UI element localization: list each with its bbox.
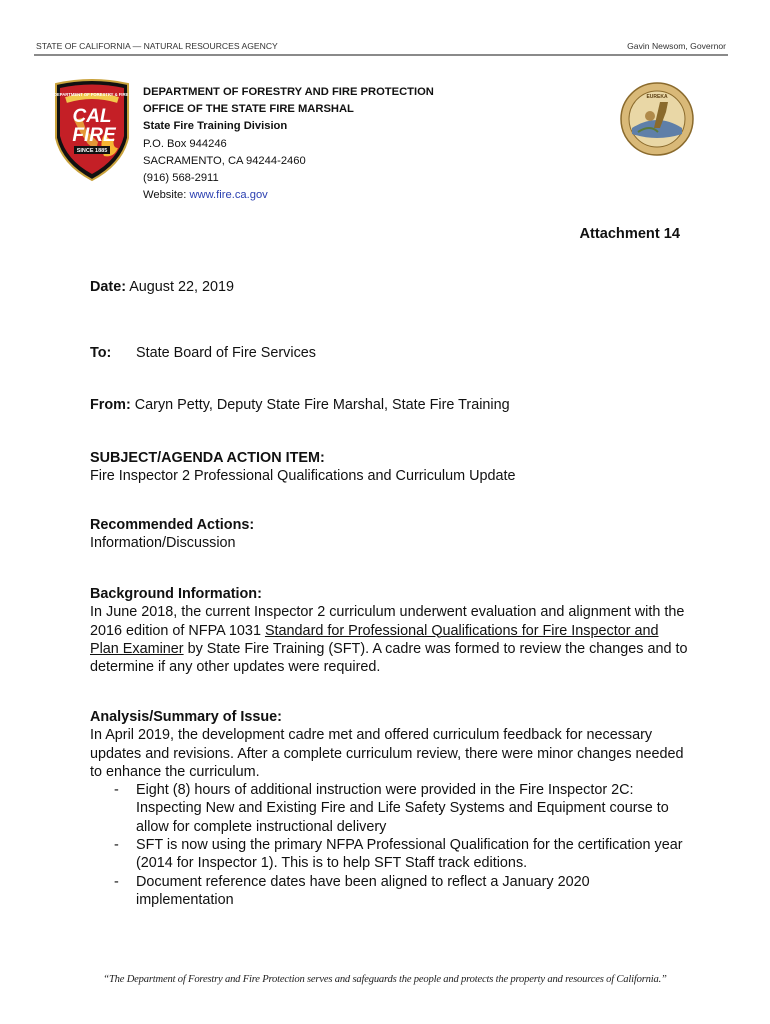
- recommended-heading: Recommended Actions:: [90, 517, 255, 533]
- analysis-text: In April 2019, the development cadre met and offered curriculum feedback for necessary updates and revisions. After a complete curriculum review, there were minor changes needed to enhance the curriculum.: [90, 727, 684, 780]
- governor-name: Gavin Newsom, Governor: [627, 41, 726, 51]
- subject-text: Fire Inspector 2 Professional Qualifications and Curriculum Update: [90, 468, 516, 485]
- recommended-text: Information/Discussion: [90, 535, 236, 552]
- list-item: [90, 873, 690, 910]
- logo-ring-text: CALIFORNIA DEPARTMENT OF FORESTRY & FIRE PROTECTION: [27, 92, 157, 97]
- from-line: [90, 396, 690, 414]
- from-value: Caryn Petty, Deputy State Fire Marshal, State Fire Training: [134, 397, 510, 413]
- background-post: by State Fire Training (SFT). A cadre was formed to review the changes and to determine if any other updates were required.: [90, 640, 688, 676]
- bullet-text: Document reference dates have been aligned to reflect a January 2020 implementation: [136, 873, 590, 908]
- background-section: [90, 585, 690, 676]
- list-item: [90, 781, 690, 836]
- date-label: Date:: [90, 279, 126, 295]
- background-pre: In June 2018, the current Inspector 2 curriculum underwent evaluation and alignment with the 2016 edition of NFPA 1031: [90, 604, 685, 639]
- website-line: [143, 187, 434, 204]
- agency-header-bar: [34, 40, 728, 56]
- california-state-seal: [620, 82, 694, 156]
- analysis-heading: Analysis/Summary of Issue:: [90, 709, 282, 725]
- recommended-section: [90, 516, 690, 553]
- subject-heading: SUBJECT/AGENDA ACTION ITEM:: [90, 450, 325, 466]
- department-name: DEPARTMENT OF FORESTRY AND FIRE PROTECTION: [143, 86, 434, 98]
- background-text: [90, 603, 690, 676]
- po-box: P.O. Box 944246: [143, 137, 227, 150]
- bullet-text: SFT is now using the primary NFPA Professional Qualification for the certification year (2014 for Inspector 1). This is to help SFT Staff track editions.: [136, 837, 683, 872]
- from-label: From:: [90, 397, 131, 413]
- website-label: Website:: [143, 189, 187, 202]
- list-item: [90, 836, 690, 873]
- analysis-bullet-list: [90, 781, 690, 909]
- attachment-label: Attachment 14: [579, 226, 680, 242]
- mission-footer: “The Department of Forestry and Fire Protection serves and safeguards the people and protects the property and resources of California.”: [103, 974, 667, 985]
- office-name: OFFICE OF THE STATE FIRE MARSHAL: [143, 103, 354, 116]
- website-link[interactable]: www.fire.ca.gov: [189, 189, 268, 202]
- nfpa-standard-title: Standard for Professional Qualifications for Fire Inspector and Plan Examiner: [90, 622, 659, 657]
- date-line: [90, 278, 690, 296]
- logo-cal-text: CAL: [72, 106, 112, 127]
- phone-number: (916) 568-2911: [143, 172, 219, 185]
- seal-motto: EUREKA: [646, 94, 668, 100]
- logo-since-text: SINCE 1885: [76, 148, 108, 154]
- agency-name: STATE OF CALIFORNIA — NATURAL RESOURCES AGENCY: [36, 41, 278, 51]
- to-value: State Board of Fire Services: [136, 345, 316, 361]
- bullet-dash: -: [114, 782, 119, 799]
- logo-fire-text: FIRE: [72, 125, 116, 146]
- cal-fire-logo: [27, 78, 157, 182]
- bullet-text: Eight (8) hours of additional instruction were provided in the Fire Inspector 2C: Inspecting New and Existing Fire and Life Safety Systems and Equipment course to allow for complete instructional delivery: [136, 782, 669, 835]
- background-heading: Background Information:: [90, 586, 262, 602]
- city-address: SACRAMENTO, CA 94244-2460: [143, 154, 306, 167]
- bullet-dash: -: [114, 873, 119, 890]
- division-name: State Fire Training Division: [143, 120, 288, 133]
- department-letterhead: [143, 84, 434, 204]
- subject-section: [90, 449, 690, 486]
- date-value: August 22, 2019: [129, 279, 235, 295]
- to-label: To:: [90, 345, 112, 361]
- bullet-dash: -: [114, 837, 119, 854]
- to-line: [90, 344, 690, 362]
- analysis-section: [90, 708, 690, 909]
